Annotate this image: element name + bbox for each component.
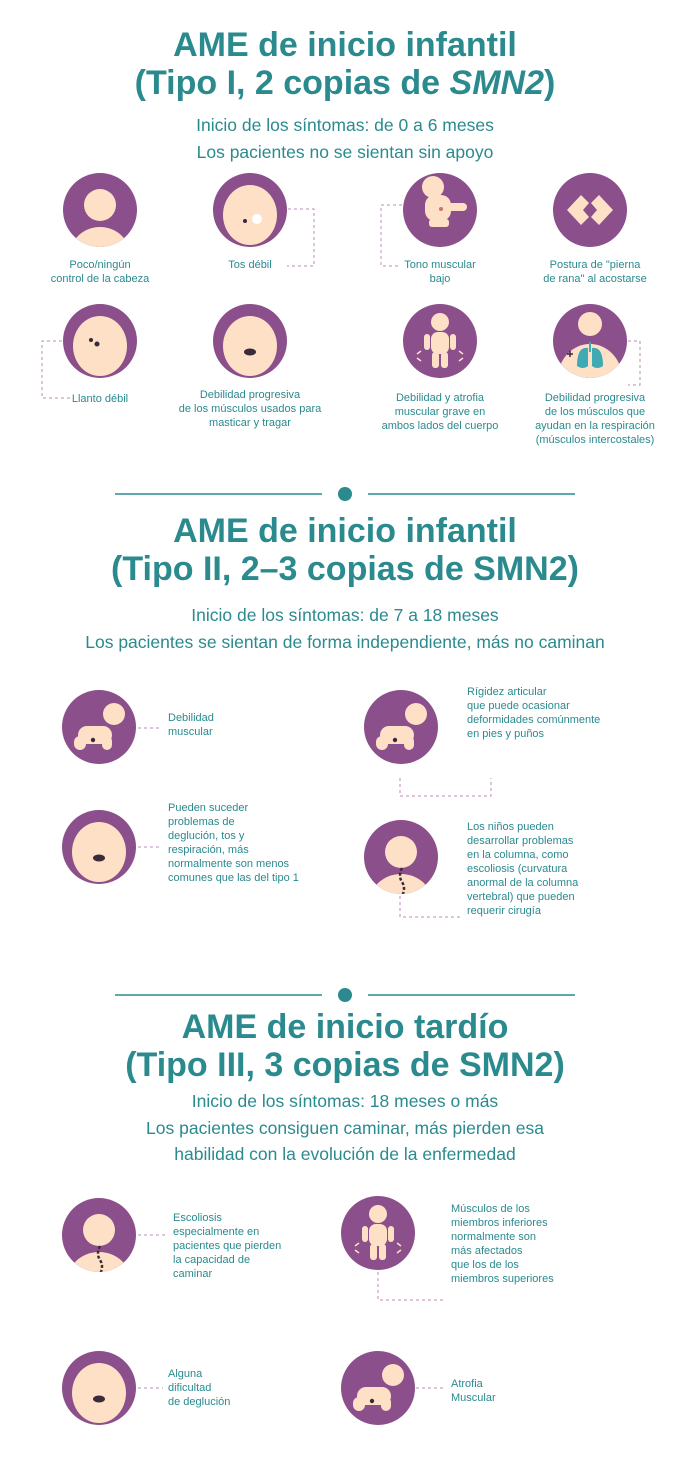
symptom-label: Postura de "pierna de rana" al acostarse <box>543 259 647 285</box>
section-1-title-line1: AME de inicio infantil <box>173 26 517 64</box>
section-2-onset: Inicio de los síntomas: de 7 a 18 meses <box>191 605 499 625</box>
section-1-ability: Los pacientes no se sientan sin apoyo <box>196 142 494 162</box>
crawling-baby-icon <box>62 690 136 764</box>
open-mouth-face-icon <box>62 810 136 884</box>
section-2-ability: Los pacientes se sientan de forma independiente, más no caminan <box>85 632 605 652</box>
open-mouth-face-icon <box>213 304 287 378</box>
lifted-baby-icon <box>403 173 477 247</box>
symptom-label: Debilidad progresiva de los músculos que ayudan en la respiración (músculos intercostales) <box>535 392 655 446</box>
symptom-label: Atrofia Muscular <box>451 1378 496 1404</box>
lungs-icon <box>553 304 627 378</box>
section-1-title <box>0 26 690 102</box>
symptom-label: Poco/ningún control de la cabeza <box>50 259 150 285</box>
crawling-baby-icon <box>364 690 438 764</box>
symptom-label: Escoliosis especialmente en pacientes que pierden la capacidad de caminar <box>173 1212 282 1280</box>
section-3-ability-line2: habilidad con la evolución de la enfermedad <box>174 1144 516 1164</box>
section-1-onset: Inicio de los síntomas: de 0 a 6 meses <box>196 115 494 135</box>
symptom-label: Alguna dificultad de deglución <box>168 1368 231 1408</box>
open-mouth-face-icon <box>62 1351 136 1425</box>
crying-face-icon <box>63 304 137 378</box>
standing-baby-icon <box>403 304 477 378</box>
spine-icon <box>62 1198 136 1272</box>
section-3-title-line1: AME de inicio tardío <box>181 1008 509 1046</box>
section-3-ability-line1: Los pacientes consiguen caminar, más pierden esa <box>146 1118 544 1138</box>
symptom-label: Llanto débil <box>71 393 129 405</box>
section-2-title <box>0 512 690 588</box>
symptom-label: Músculos de los miembros inferiores normalmente son más afectados que los de los miembros superiores <box>451 1203 554 1285</box>
symptom-label: Rígidez articular que puede ocasionar deformidades comúnmente en pies y puños <box>467 686 601 740</box>
symptom-label: Debilidad progresiva de los músculos usados para masticar y tragar <box>178 389 322 429</box>
symptom-label: Pueden suceder problemas de deglución, tos y respiración, más normalmente son menos comunes que las del tipo 1 <box>168 802 299 884</box>
spine-icon <box>364 820 438 894</box>
torso-head-icon <box>63 173 137 247</box>
symptom-label: Los niños pueden desarrollar problemas en la columna, como escoliosis (curvatura anormal de la columna vertebral) que pueden requerir cirugía <box>467 821 579 917</box>
symptom-label: Tono muscular bajo <box>404 259 476 285</box>
section-2-title-line2: (Tipo II, 2–3 copias de SMN2) <box>111 550 579 588</box>
symptom-label: Debilidad y atrofia muscular grave en ambos lados del cuerpo <box>381 392 499 432</box>
section-3-title-line2: (Tipo III, 3 copias de SMN2) <box>125 1046 565 1084</box>
symptom-label: Tos débil <box>228 259 272 271</box>
section-3-title <box>0 1008 690 1084</box>
section-3-onset: Inicio de los síntomas: 18 meses o más <box>191 1091 499 1111</box>
symptom-label: Debilidad muscular <box>168 712 214 738</box>
section-2-title-line1: AME de inicio infantil <box>173 512 517 550</box>
frog-leg-icon <box>553 173 627 247</box>
section-1-title-line2: (Tipo I, 2 copias de SMN2) <box>134 64 556 102</box>
crawling-baby-icon <box>341 1351 415 1425</box>
standing-baby-icon <box>341 1196 415 1270</box>
coughing-face-icon <box>213 173 287 247</box>
